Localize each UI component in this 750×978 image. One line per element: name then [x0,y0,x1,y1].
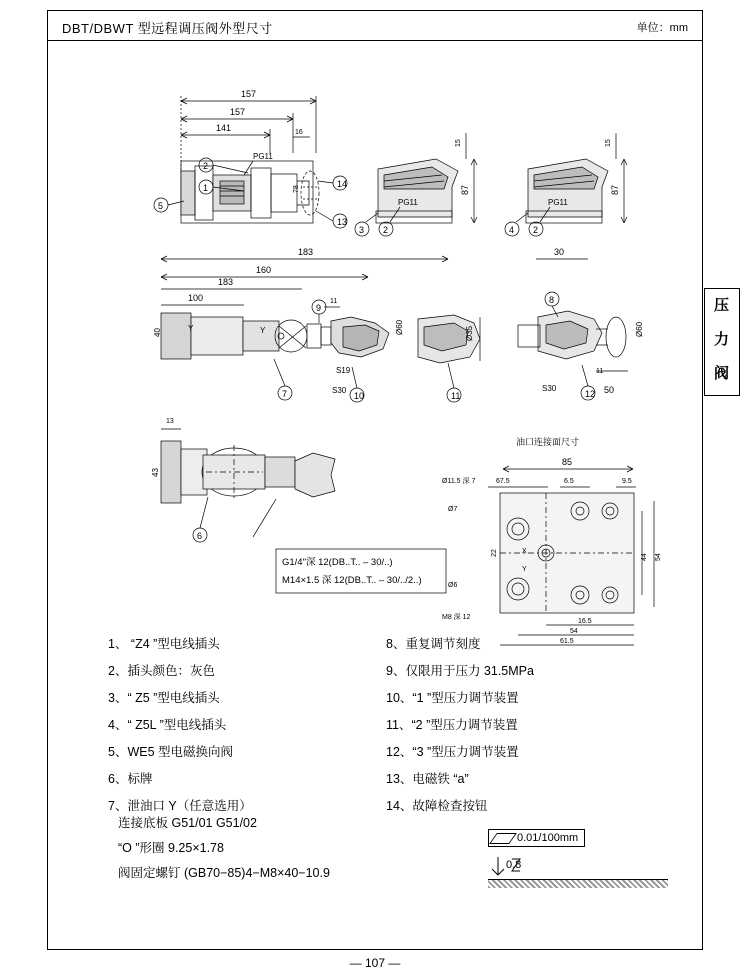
svg-text:7: 7 [282,389,288,399]
legend-item: 13、电磁铁 “a” [386,772,469,786]
page-number: — 107 — [349,956,401,970]
svg-text:Ø60: Ø60 [635,321,644,337]
svg-text:Ø60: Ø60 [395,319,404,335]
flatness-icon [489,833,517,844]
legend-item: 2、插头颜色：灰色 [108,664,215,678]
svg-text:6.5: 6.5 [564,478,574,485]
legend-item: 12、“3 ”型压力调节装置 [386,745,519,759]
svg-text:X: X [522,548,527,555]
side-tab [704,288,740,396]
svg-text:PG11: PG11 [548,198,568,207]
legend-column-left [108,631,358,820]
svg-text:10: 10 [354,391,365,401]
surface-finish-symbol [488,829,668,889]
svg-text:Y: Y [260,326,266,335]
svg-text:9.5: 9.5 [622,478,632,485]
svg-text:3: 3 [359,225,365,235]
page-title: DBT/DBWT 型远程调压阀外型尺寸 [62,21,273,36]
flatness-callout [488,829,585,847]
svg-text:14: 14 [337,179,348,189]
svg-text:2: 2 [383,225,389,235]
svg-text:油口连接面尺寸: 油口连接面尺寸 [516,437,580,447]
svg-text:S30: S30 [332,386,347,395]
svg-text:160: 160 [256,265,272,275]
svg-text:Ø7: Ø7 [448,506,458,513]
note-line: 阀固定螺钉 (GB70−85)4−M8×40−10.9 [118,866,330,880]
svg-text:Y: Y [188,324,194,333]
svg-text:11: 11 [330,298,338,305]
svg-text:54: 54 [655,553,662,561]
svg-text:5: 5 [158,201,164,211]
svg-text:22: 22 [491,549,498,557]
svg-text:11: 11 [596,368,604,375]
svg-text:12: 12 [585,389,596,399]
svg-text:6: 6 [197,531,203,541]
svg-text:183: 183 [298,247,314,257]
svg-text:S30: S30 [542,384,557,393]
svg-text:157: 157 [230,107,246,117]
legend-item: 8、重复调节刻度 [386,637,481,651]
svg-text:Ø35: Ø35 [465,325,474,341]
svg-text:87: 87 [610,184,620,195]
svg-text:44: 44 [641,553,648,561]
svg-text:M8 深 12: M8 深 12 [442,614,471,621]
svg-text:30: 30 [554,247,565,257]
svg-text:16.5: 16.5 [578,618,592,625]
legend-item: 6、标牌 [108,772,153,786]
svg-text:40: 40 [153,328,162,337]
svg-text:100: 100 [188,293,204,303]
svg-text:50: 50 [604,385,615,395]
svg-text:13: 13 [337,217,348,227]
svg-text:Ø6: Ø6 [448,582,458,589]
svg-text:Ø11.5 深 7: Ø11.5 深 7 [442,478,476,485]
svg-text:G1/4"深 12(DB..T.. – 30/..): G1/4"深 12(DB..T.. – 30/..) [282,557,393,568]
svg-text:183: 183 [218,277,234,287]
svg-text:2: 2 [533,225,539,235]
flatness-value: 0.01/100mm [517,832,579,844]
svg-text:43: 43 [151,468,160,477]
accessory-notes [118,811,448,886]
page-frame [47,10,703,950]
svg-text:78: 78 [293,185,300,193]
svg-text:1: 1 [203,183,209,193]
legend-item: 10、“1 ”型压力调节装置 [386,691,519,705]
svg-text:11: 11 [451,391,461,401]
svg-text:9: 9 [316,303,322,313]
svg-text:54: 54 [570,628,578,635]
note-line: “O ”形圈 9.25×1.78 [118,841,224,855]
roughness-value: 0.8 [506,859,522,871]
svg-text:4: 4 [509,225,515,235]
svg-text:85: 85 [562,457,573,467]
side-tab-char: 力 [713,331,730,348]
legend-item: 9、仅限用于压力 31.5MPa [386,664,534,678]
svg-text:87: 87 [460,184,470,195]
svg-text:16: 16 [295,129,303,136]
svg-text:15: 15 [455,139,462,147]
svg-text:61.5: 61.5 [560,638,574,645]
svg-text:Y: Y [522,566,527,573]
svg-text:PG11: PG11 [398,198,418,207]
svg-text:157: 157 [241,89,257,99]
legend-item: 11、“2 ”型压力调节装置 [386,718,518,732]
legend-item: 1、 “Z4 ”型电线插头 [108,637,220,651]
svg-text:67.5: 67.5 [496,478,510,485]
legend-item: 7、泄油口 Y（任意选用） [108,799,252,813]
svg-text:M14×1.5 深 12(DB..T.. – 30/../2: M14×1.5 深 12(DB..T.. – 30/../2..) [282,575,422,586]
svg-text:S19: S19 [336,366,351,375]
svg-text:141: 141 [216,123,232,133]
page-header [48,11,702,41]
legend-item: 5、WE5 型电磁换向阀 [108,745,234,759]
svg-text:PG11: PG11 [253,152,273,161]
svg-text:8: 8 [549,295,555,305]
legend-item: 4、“ Z5L ”型电线插头 [108,718,227,732]
side-tab-char: 阀 [713,365,730,382]
legend-item: 3、“ Z5 ”型电线插头 [108,691,220,705]
note-line: 连接底板 G51/01 G51/02 [118,816,257,830]
svg-text:13: 13 [166,418,174,425]
legend-column-right [386,631,646,820]
unit-label: 单位：mm [636,22,688,34]
side-tab-char: 压 [713,297,730,314]
legend-item: 14、故障检查按钮 [386,799,488,813]
svg-text:15: 15 [605,139,612,147]
hatch-band [488,879,668,888]
svg-text:2: 2 [203,161,209,171]
